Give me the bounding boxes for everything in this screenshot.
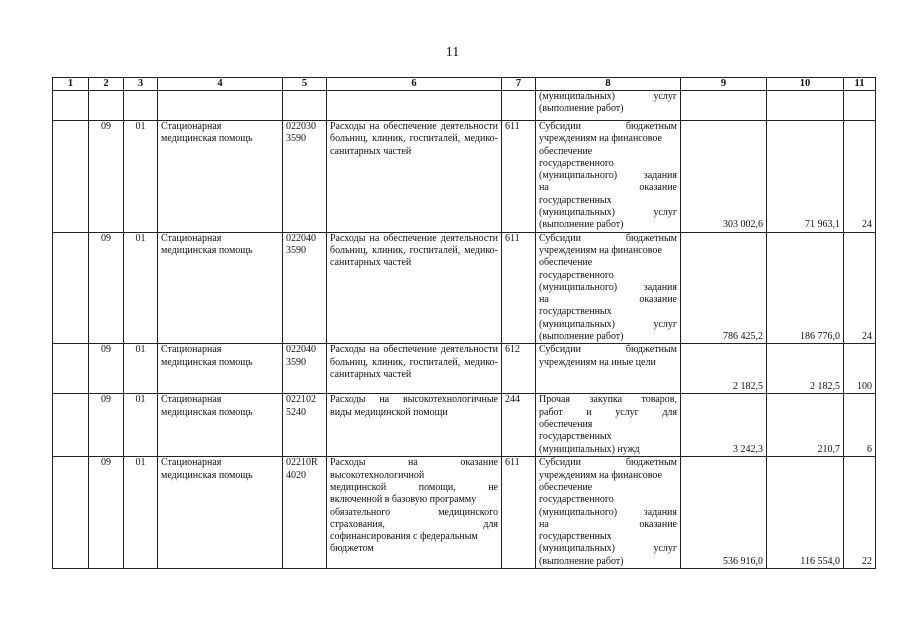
cell-subsection-name: Стационарная медицинская помощь <box>158 457 283 569</box>
cell-percent: 100 <box>844 344 876 394</box>
budget-table <box>52 77 876 569</box>
cell-expense-type: 611 <box>502 457 536 569</box>
column-header: 1 <box>53 78 89 91</box>
cell-line-number <box>53 344 89 394</box>
cell-expense-type-name: Субсидии бюджетным учреждениям на иные цели <box>536 344 681 394</box>
cell-target-article: 022030 3590 <box>283 121 327 233</box>
cell-section: 09 <box>89 457 124 569</box>
column-header: 2 <box>89 78 124 91</box>
cell-article-name: Расходы на обеспечение деятельности больниц, клиник, госпиталей, медико-санитарных частей <box>327 344 502 394</box>
column-header: 4 <box>158 78 283 91</box>
cell-executed: 71 963,1 <box>767 121 844 233</box>
cell-percent: 24 <box>844 121 876 233</box>
cell-article-name: Расходы на высокотехнологичные виды медицинской помощи <box>327 394 502 457</box>
cell-section: 09 <box>89 232 124 344</box>
column-header: 8 <box>536 78 681 91</box>
table-row <box>53 344 876 394</box>
cell-percent: 6 <box>844 394 876 457</box>
column-header: 6 <box>327 78 502 91</box>
table-row <box>53 91 876 121</box>
cell-executed: 2 182,5 <box>767 344 844 394</box>
cell-article-name <box>327 91 502 121</box>
cell-line-number <box>53 232 89 344</box>
page-number: 11 <box>445 45 460 60</box>
column-header: 11 <box>844 78 876 91</box>
cell-expense-type <box>502 91 536 121</box>
column-header: 3 <box>124 78 158 91</box>
cell-subsection: 01 <box>124 394 158 457</box>
cell-expense-type-name: Субсидии бюджетным учреждениям на финансовое обеспечение государственного (муниципального) задания на оказание государственных (муниципальных) услуг (выполнение работ) <box>536 121 681 233</box>
cell-target-article: 022040 3590 <box>283 232 327 344</box>
cell-plan: 303 002,6 <box>681 121 767 233</box>
cell-percent: 24 <box>844 232 876 344</box>
cell-expense-type-name: Прочая закупка товаров, работ и услуг для обеспечения государственных (муниципальных) нужд <box>536 394 681 457</box>
cell-expense-type: 611 <box>502 121 536 233</box>
column-header: 9 <box>681 78 767 91</box>
cell-executed: 186 776,0 <box>767 232 844 344</box>
cell-expense-type-name: Субсидии бюджетным учреждениям на финансовое обеспечение государственного (муниципального) задания на оказание государственных (муниципальных) услуг (выполнение работ) <box>536 457 681 569</box>
cell-article-name: Расходы на обеспечение деятельности больниц, клиник, госпиталей, медико-санитарных частей <box>327 121 502 233</box>
cell-line-number <box>53 457 89 569</box>
cell-target-article: 02210R 4020 <box>283 457 327 569</box>
header-row <box>53 78 876 91</box>
cell-subsection-name: Стационарная медицинская помощь <box>158 344 283 394</box>
cell-subsection-name <box>158 91 283 121</box>
cell-plan: 786 425,2 <box>681 232 767 344</box>
column-header: 10 <box>767 78 844 91</box>
cell-executed <box>767 91 844 121</box>
cell-plan: 536 916,0 <box>681 457 767 569</box>
cell-target-article <box>283 91 327 121</box>
cell-expense-type: 612 <box>502 344 536 394</box>
cell-subsection: 01 <box>124 121 158 233</box>
cell-section: 09 <box>89 394 124 457</box>
cell-plan <box>681 91 767 121</box>
table-row <box>53 394 876 457</box>
cell-executed: 210,7 <box>767 394 844 457</box>
cell-section <box>89 91 124 121</box>
cell-plan: 3 242,3 <box>681 394 767 457</box>
cell-article-name: Расходы на оказание высокотехнологичной медицинской помощи, не включенной в базовую программу обязательного медицинского страхования, для софинансирования с федеральным бюджетом <box>327 457 502 569</box>
cell-executed: 116 554,0 <box>767 457 844 569</box>
cell-section: 09 <box>89 344 124 394</box>
cell-plan: 2 182,5 <box>681 344 767 394</box>
cell-subsection: 01 <box>124 457 158 569</box>
cell-subsection-name: Стационарная медицинская помощь <box>158 394 283 457</box>
cell-target-article: 022040 3590 <box>283 344 327 394</box>
cell-line-number <box>53 91 89 121</box>
cell-subsection <box>124 91 158 121</box>
column-header: 5 <box>283 78 327 91</box>
cell-percent <box>844 91 876 121</box>
cell-section: 09 <box>89 121 124 233</box>
cell-expense-type: 611 <box>502 232 536 344</box>
cell-line-number <box>53 394 89 457</box>
table-row <box>53 121 876 233</box>
cell-expense-type-name: (муниципальных) услуг (выполнение работ) <box>536 91 681 121</box>
cell-subsection: 01 <box>124 344 158 394</box>
cell-subsection: 01 <box>124 232 158 344</box>
table-row <box>53 232 876 344</box>
cell-target-article: 022102 5240 <box>283 394 327 457</box>
cell-subsection-name: Стационарная медицинская помощь <box>158 232 283 344</box>
cell-line-number <box>53 121 89 233</box>
cell-article-name: Расходы на обеспечение деятельности больниц, клиник, госпиталей, медико-санитарных частей <box>327 232 502 344</box>
table-row <box>53 457 876 569</box>
cell-subsection-name: Стационарная медицинская помощь <box>158 121 283 233</box>
cell-percent: 22 <box>844 457 876 569</box>
cell-expense-type: 244 <box>502 394 536 457</box>
column-header: 7 <box>502 78 536 91</box>
cell-expense-type-name: Субсидии бюджетным учреждениям на финансовое обеспечение государственного (муниципального) задания на оказание государственных (муниципальных) услуг (выполнение работ) <box>536 232 681 344</box>
